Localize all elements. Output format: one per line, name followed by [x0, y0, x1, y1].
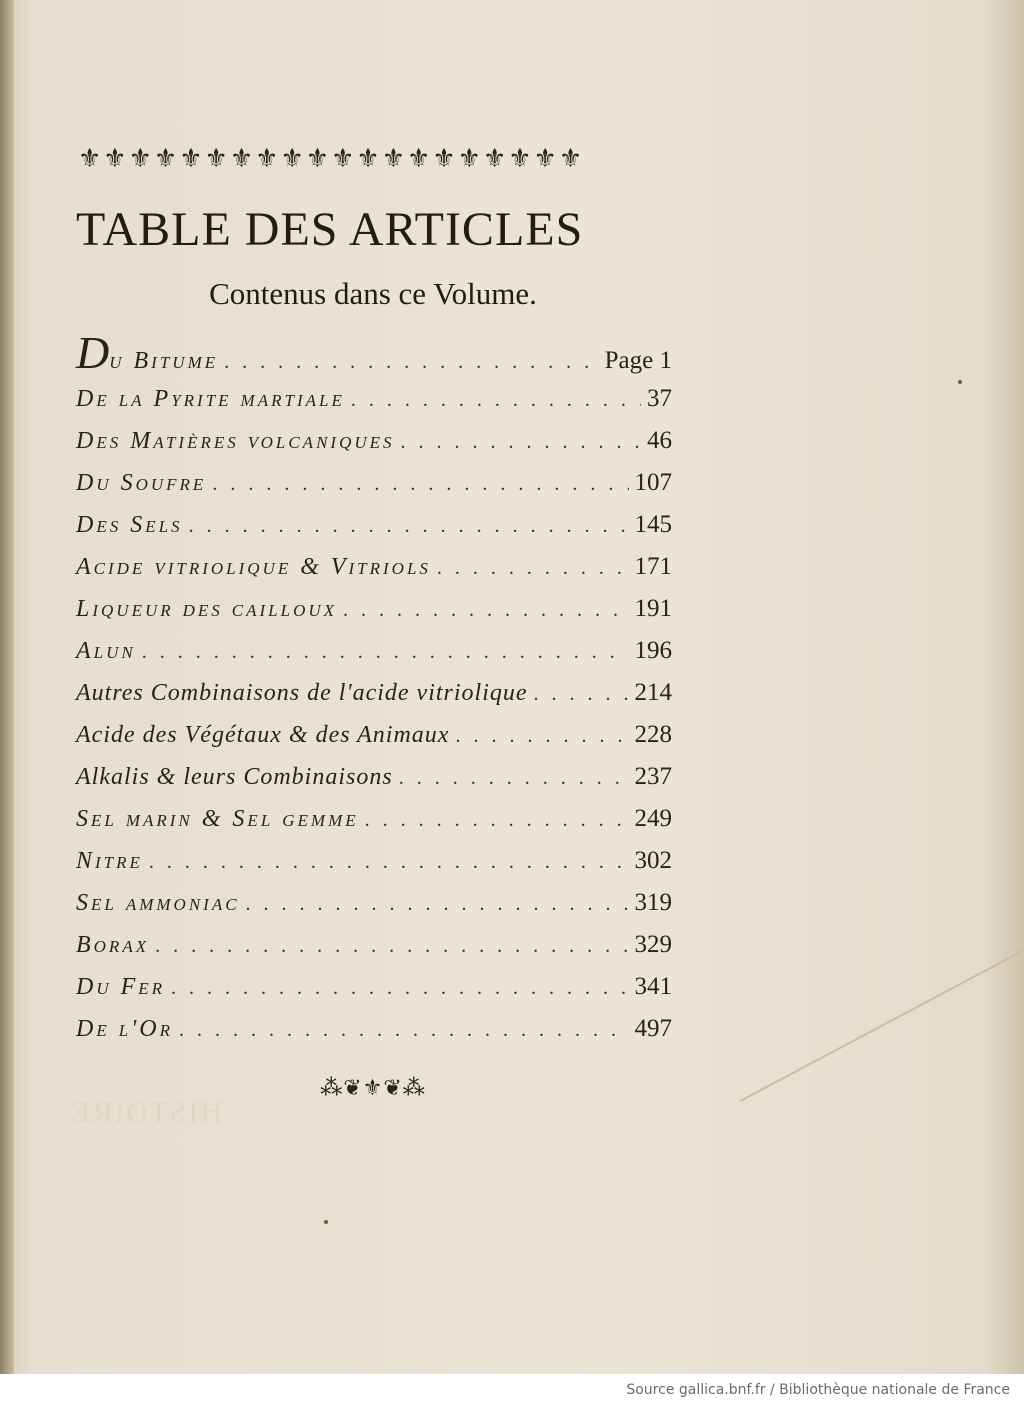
toc-entry-label: Acide des Végétaux & des Animaux — [76, 722, 450, 748]
toc-entry-label: Borax — [76, 932, 150, 958]
tailpiece-ornament: ⁂❦⚜❦⁂ — [320, 1076, 426, 1101]
toc-entry-label: Nitre — [76, 848, 143, 874]
toc-entry-page: 497 — [634, 1015, 672, 1042]
toc-entry-label: De la Pyrite martiale — [76, 386, 345, 412]
toc-entry — [76, 756, 672, 798]
leader-dots — [437, 547, 629, 589]
toc-entry-page: 249 — [634, 805, 672, 832]
drop-initial: D — [76, 327, 110, 378]
toc-entry — [76, 1008, 672, 1050]
toc-entry-label: Sel marin & Sel gemme — [76, 806, 359, 832]
toc-entry-page: 214 — [634, 679, 672, 706]
leader-dots — [401, 421, 641, 463]
toc-entry — [76, 420, 672, 462]
toc-entry — [76, 462, 672, 504]
toc-entry-page: 237 — [634, 763, 672, 790]
toc-entry-label: Alkalis & leurs Combinaisons — [76, 764, 393, 790]
toc-entry-label: Des Sels — [76, 512, 183, 538]
toc-entry-page: 228 — [634, 721, 672, 748]
paper-speck — [958, 380, 962, 384]
toc-entry — [76, 714, 672, 756]
leader-dots — [155, 925, 628, 967]
toc-entry — [76, 798, 672, 840]
toc-entry-page: 145 — [634, 511, 672, 538]
leader-dots — [534, 673, 629, 715]
leader-dots — [365, 799, 629, 841]
leader-dots — [189, 505, 629, 547]
toc-entry — [76, 504, 672, 546]
leader-dots — [179, 1009, 628, 1051]
page-title: TABLE DES ARTICLES — [76, 203, 584, 256]
leader-dots — [351, 379, 641, 421]
page-binding-edge — [0, 0, 14, 1374]
toc-entry-label: De l'Or — [76, 1016, 174, 1042]
leader-dots — [212, 463, 628, 505]
leader-dots — [399, 757, 629, 799]
toc-entry-page: Page 1 — [604, 347, 672, 374]
leader-dots — [142, 631, 629, 673]
toc-entry — [76, 378, 672, 420]
toc-entry-page: 37 — [647, 385, 672, 412]
toc-entry — [76, 966, 672, 1008]
leader-dots — [343, 589, 628, 631]
toc-entry-page: 46 — [647, 427, 672, 454]
toc-entry-label-rest: u Bitume — [109, 348, 219, 374]
leader-dots — [246, 883, 629, 925]
toc-entry-label: Alun — [76, 638, 136, 664]
toc-entry-page: 196 — [634, 637, 672, 664]
toc-entry — [76, 546, 672, 588]
leader-dots — [149, 841, 629, 883]
toc-entry-page: 329 — [634, 931, 672, 958]
toc-entry — [76, 924, 672, 966]
leader-dots — [455, 715, 628, 757]
toc-entry — [76, 840, 672, 882]
toc-entry — [76, 630, 672, 672]
toc-entry — [76, 588, 672, 630]
toc-entry-page: 302 — [634, 847, 672, 874]
toc-entry-label: Du Soufre — [76, 470, 207, 496]
bleed-through-text: HISTOIRE — [70, 1096, 223, 1129]
toc-entry — [76, 882, 672, 924]
paper-speck — [324, 1220, 328, 1224]
toc-entry-page: 107 — [634, 469, 672, 496]
toc-entry — [76, 672, 672, 714]
toc-entry-label: Sel ammoniac — [76, 890, 240, 916]
toc-entry — [76, 328, 672, 378]
table-of-contents — [76, 328, 672, 1050]
toc-entry-label: Du Fer — [76, 974, 166, 1000]
page-fold-line — [740, 903, 1024, 1102]
toc-entry-page: 319 — [634, 889, 672, 916]
toc-entry-page: 191 — [634, 595, 672, 622]
leader-dots — [171, 967, 628, 1009]
toc-entry-page: 171 — [634, 553, 672, 580]
toc-entry-page: 341 — [634, 973, 672, 1000]
toc-entry-label: Acide vitriolique & Vitriols — [76, 554, 431, 580]
toc-entry-label: Liqueur des cailloux — [76, 596, 338, 622]
page-subtitle: Contenus dans ce Volume. — [209, 276, 537, 311]
source-credit: Source gallica.bnf.fr / Bibliothèque nationale de France — [626, 1382, 1010, 1398]
fleur-de-lis-border: ⚜⚜⚜⚜⚜⚜⚜⚜⚜⚜⚜⚜⚜⚜⚜⚜⚜⚜⚜⚜ — [78, 144, 585, 174]
toc-entry-label: Autres Combinaisons de l'acide vitriolique — [76, 680, 528, 706]
toc-entry-label: Des Matières volcaniques — [76, 428, 395, 454]
